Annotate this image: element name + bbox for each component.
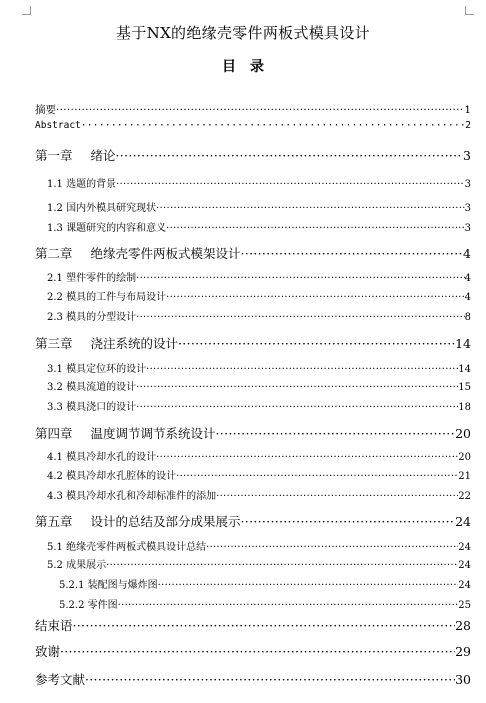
toc-entry-text: 5.2 成果展示 — [47, 560, 107, 571]
toc-entry-section[interactable] — [47, 378, 471, 394]
toc-page-number: 24 — [455, 514, 471, 529]
toc-dot-leader — [136, 273, 465, 284]
toc-page-number: 2 — [465, 120, 471, 131]
toc-dot-leader — [56, 104, 464, 116]
toc-dot-leader — [241, 246, 464, 261]
toc-page-number: 4 — [463, 246, 471, 261]
toc-entry-label — [35, 120, 81, 131]
toc-entry-chapter[interactable] — [35, 244, 471, 264]
toc-dot-leader — [216, 426, 456, 441]
toc-entry-text: 5.1 绝缘壳零件两板式模具设计总结 — [47, 542, 207, 553]
toc-dot-leader — [176, 471, 458, 482]
toc-entry-chapter[interactable] — [35, 512, 471, 532]
toc-heading: 目录 — [222, 59, 278, 75]
toc-entry-label — [35, 616, 73, 634]
toc-entry-text: 5.2.2 零件图 — [59, 600, 118, 611]
toc-page-number: 3 — [464, 203, 471, 214]
toc-entry-text: 2.2 模具的工件与布局设计 — [47, 292, 167, 303]
toc-page-number: 18 — [458, 402, 471, 413]
toc-entry-text: 2.3 模具的分型设计 — [47, 312, 137, 323]
chapter-number: 第一章 — [35, 148, 73, 163]
toc-entry-label — [47, 199, 156, 214]
toc-entry-text: 1.2 国内外模具研究现状 — [47, 203, 157, 214]
toc-entry-text: 4.2 模具冷却水孔腔体的设计 — [47, 471, 177, 482]
toc-dot-leader — [73, 618, 456, 633]
toc-entry-end[interactable] — [35, 616, 471, 636]
toc-entry-text: Abstract — [35, 120, 81, 131]
toc-page-number: 1 — [464, 104, 471, 116]
toc-entry-label — [35, 244, 241, 262]
toc-page-number: 24 — [458, 542, 471, 553]
toc-dot-leader — [136, 402, 458, 413]
toc-entry-front[interactable] — [35, 102, 471, 118]
toc-entry-section[interactable] — [47, 398, 471, 414]
page-corner-mark-left — [22, 6, 31, 15]
toc-entry-section[interactable] — [47, 219, 471, 235]
toc-entry-section[interactable] — [47, 175, 471, 191]
toc-entry-text: 1.3 课题研究的内容和意义 — [47, 223, 167, 234]
toc-dot-leader — [116, 148, 464, 163]
toc-entry-end[interactable] — [35, 670, 471, 690]
toc-entry-label — [35, 334, 178, 352]
toc-entry-label — [47, 448, 156, 463]
toc-page-number: 29 — [455, 644, 471, 659]
toc-entry-label — [47, 538, 206, 553]
toc-page-number: 24 — [458, 580, 471, 591]
toc-page-number: 8 — [464, 312, 471, 323]
toc-entry-label — [47, 398, 136, 413]
toc-dot-leader — [85, 672, 455, 687]
toc-page-number: 24 — [458, 560, 471, 571]
toc-entry-section[interactable] — [47, 556, 471, 572]
toc-entry-section[interactable] — [47, 538, 471, 554]
toc-dot-leader — [146, 364, 458, 375]
toc-entry-text: 3.3 模具浇口的设计 — [47, 402, 137, 413]
toc-dot-leader — [136, 382, 458, 393]
toc-page-number: 4 — [464, 273, 471, 284]
toc-page-number: 21 — [458, 471, 471, 482]
toc-entry-label — [47, 378, 136, 393]
toc-entry-text: 参考文献 — [35, 672, 86, 687]
toc-page-number: 20 — [458, 452, 471, 463]
toc-dot-leader — [241, 514, 456, 529]
toc-dot-leader — [178, 336, 455, 351]
toc-page-number: 22 — [458, 491, 471, 502]
toc-entry-text: 浇注系统的设计 — [90, 336, 179, 351]
toc-entry-text: 温度调节调节系统设计 — [90, 426, 216, 441]
toc-entry-label — [35, 512, 241, 530]
toc-entry-label — [47, 360, 146, 375]
toc-dot-leader — [136, 312, 465, 323]
toc-entry-section[interactable] — [47, 199, 471, 215]
toc-page-number: 4 — [464, 292, 471, 303]
toc-dot-leader — [116, 179, 465, 190]
chapter-number: 第二章 — [35, 246, 73, 261]
toc-page-number: 3 — [464, 223, 471, 234]
toc-entry-text: 1.1 选题的背景 — [47, 179, 117, 190]
toc-entry-end[interactable] — [35, 642, 471, 662]
toc-dot-leader — [81, 120, 466, 131]
toc-dot-leader — [156, 203, 465, 214]
toc-entry-text: 结束语 — [35, 618, 73, 633]
toc-entry-sub[interactable] — [59, 596, 471, 612]
chapter-number: 第三章 — [35, 336, 73, 351]
toc-dot-leader — [166, 223, 465, 234]
toc-entry-label — [35, 642, 60, 660]
toc-page-number: 14 — [458, 364, 471, 375]
toc-entry-sub[interactable] — [59, 576, 471, 592]
toc-dot-leader — [106, 560, 458, 571]
toc-page-number: 14 — [455, 336, 471, 351]
toc-page-number: 28 — [455, 618, 471, 633]
toc-entry-section[interactable] — [47, 487, 471, 503]
toc-entry-text: 绝缘壳零件两板式模架设计 — [90, 246, 241, 261]
toc-page-number: 25 — [458, 600, 471, 611]
toc-entry-section[interactable] — [47, 360, 471, 376]
toc-entry-section[interactable] — [47, 288, 471, 304]
toc-entry-text: 3.1 模具定位环的设计 — [47, 364, 147, 375]
toc-entry-label — [35, 424, 216, 442]
toc-entry-label — [47, 175, 116, 190]
toc-entry-label — [35, 670, 85, 688]
toc-entry-label — [59, 576, 158, 591]
toc-entry-text: 致谢 — [35, 644, 61, 659]
toc-entry-label — [47, 467, 176, 482]
toc-dot-leader — [216, 491, 458, 502]
toc-entry-section[interactable] — [47, 467, 471, 483]
toc-dot-leader — [158, 580, 459, 591]
toc-page-number: 20 — [455, 426, 471, 441]
toc-entry-chapter[interactable] — [35, 334, 471, 354]
toc-entry-section[interactable] — [47, 269, 471, 285]
toc-page-number: 15 — [458, 382, 471, 393]
toc-entry-text: 2.1 塑件零件的绘制 — [47, 273, 137, 284]
toc-entry-section[interactable] — [47, 308, 471, 324]
toc-entry-section[interactable] — [47, 448, 471, 464]
toc-dot-leader — [118, 600, 459, 611]
toc-entry-label — [35, 146, 116, 164]
toc-entry-chapter[interactable] — [35, 424, 471, 444]
toc-entry-label — [35, 102, 56, 117]
document-title: 基于NX的绝缘壳零件两板式模具设计 — [116, 24, 370, 42]
toc-entry-abstract[interactable] — [35, 120, 471, 136]
toc-dot-leader — [206, 542, 458, 553]
chapter-number: 第四章 — [35, 426, 73, 441]
toc-entry-text: 5.2.1 装配图与爆炸图 — [59, 580, 158, 591]
toc-entry-text: 摘要 — [35, 104, 56, 116]
page-corner-mark-right — [465, 6, 474, 15]
toc-entry-text: 3.2 模具流道的设计 — [47, 382, 137, 393]
toc-entry-label — [47, 269, 136, 284]
toc-entry-label — [47, 556, 106, 571]
toc-entry-label — [47, 219, 166, 234]
toc-entry-text: 设计的总结及部分成果展示 — [90, 514, 241, 529]
toc-entry-label — [47, 288, 166, 303]
toc-dot-leader — [60, 644, 455, 659]
toc-entry-label — [47, 308, 136, 323]
toc-entry-chapter[interactable] — [35, 146, 471, 166]
toc-page-number: 3 — [464, 179, 471, 190]
toc-entry-text: 绪论 — [90, 148, 116, 163]
chapter-number: 第五章 — [35, 514, 73, 529]
toc-dot-leader — [166, 292, 465, 303]
toc-entry-text: 4.3 模具冷却水孔和冷却标准件的添加 — [47, 491, 217, 502]
toc-page-number: 3 — [463, 148, 471, 163]
toc-page-number: 30 — [455, 672, 471, 687]
toc-dot-leader — [156, 452, 458, 463]
toc-entry-label — [59, 596, 118, 611]
toc-entry-label — [47, 487, 216, 502]
toc-entry-text: 4.1 模具冷却水孔的设计 — [47, 452, 157, 463]
